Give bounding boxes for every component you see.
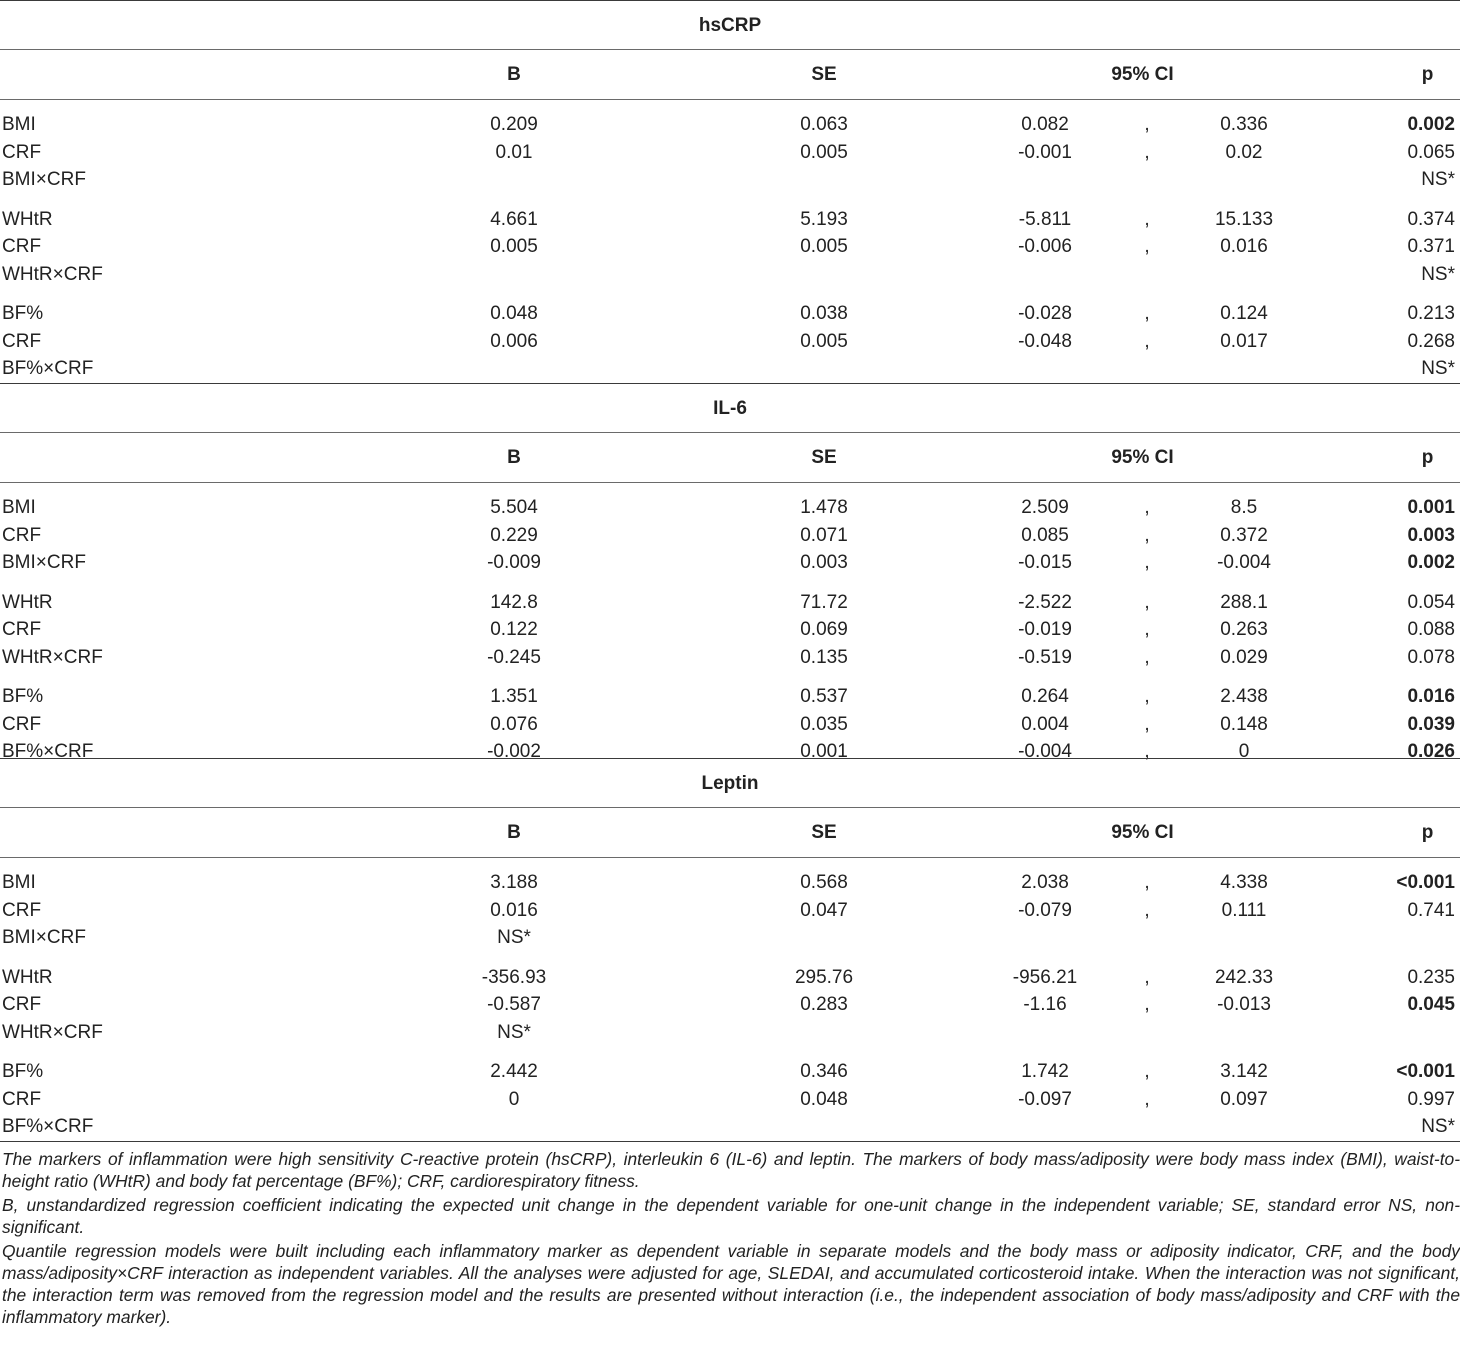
col-header-ci: 95% CI	[1111, 447, 1174, 468]
col-header-p: p	[1421, 447, 1434, 468]
header-rule	[0, 482, 1460, 483]
row-il-6-crf-label: CRF	[2, 713, 42, 735]
table-footnotes	[2, 1148, 1460, 1330]
row-il-6-bf-crf-ci-lower: -0.004	[1018, 741, 1072, 762]
row-hscrp-crf-ci-lower: -0.048	[1018, 330, 1072, 352]
row-hscrp-crf-label: CRF	[2, 236, 42, 257]
row-hscrp-bmi-crf-label: BMI×CRF	[2, 169, 86, 190]
row-leptin-whtr-ci-upper: 242.33	[1214, 966, 1274, 988]
row-il-6-crf-ci-separator: ,	[1144, 524, 1150, 546]
row-leptin-bf-se: 0.346	[800, 1061, 848, 1082]
footnote-abbreviations: The markers of inflammation were high sensitivity C-reactive protein (hsCRP), interleukin 6 (IL-6) and leptin. The markers of body mass/adiposity were body mass index (BMI), waist-to-height ratio (WHtR) and body fat percentage (BF%); CRF, cardiorespiratory fitness.	[2, 1149, 1460, 1191]
row-leptin-bf-ci-separator: ,	[1144, 1061, 1150, 1082]
col-header-b: B	[507, 822, 521, 843]
row-leptin-crf-ci-upper: 0.097	[1220, 1088, 1268, 1110]
col-header-se: SE	[811, 822, 837, 843]
row-il-6-crf-p: 0.003	[1407, 524, 1455, 546]
row-il-6-bmi-crf-p: 0.002	[1407, 552, 1455, 573]
row-il-6-crf-ci-lower: 0.004	[1021, 713, 1069, 735]
row-il-6-bmi-ci-lower: 2.509	[1021, 497, 1069, 518]
row-il-6-crf-b: 0.076	[490, 713, 538, 735]
row-leptin-bmi-se: 0.568	[800, 872, 848, 893]
row-hscrp-crf-se: 0.005	[800, 330, 848, 352]
row-leptin-bmi-crf-b: NS*	[497, 927, 531, 948]
row-il-6-crf-b: 0.122	[490, 619, 538, 640]
row-hscrp-crf-b: 0.005	[490, 236, 538, 257]
row-il-6-bf-ci-lower: 0.264	[1021, 686, 1069, 707]
row-leptin-crf-se: 0.283	[800, 994, 848, 1015]
section-top-rule	[0, 0, 1460, 1]
row-hscrp-whtr-ci-separator: ,	[1144, 208, 1150, 230]
table-bottom-rule	[0, 1141, 1460, 1142]
row-il-6-crf-ci-lower: 0.085	[1021, 524, 1069, 546]
row-hscrp-whtr-ci-lower: -5.811	[1018, 208, 1072, 230]
row-hscrp-bmi-ci-upper: 0.336	[1220, 114, 1268, 135]
row-leptin-crf-ci-upper: 0.111	[1221, 899, 1267, 921]
row-hscrp-bmi-ci-lower: 0.082	[1021, 114, 1069, 135]
row-leptin-crf-b: 0.016	[490, 899, 538, 921]
row-hscrp-bf-label: BF%	[2, 303, 44, 324]
row-il-6-crf-ci-upper: 0.148	[1220, 713, 1268, 735]
row-leptin-whtr-ci-lower: -956.21	[1012, 966, 1078, 988]
row-leptin-bf-b: 2.442	[490, 1061, 538, 1082]
row-hscrp-bmi-ci-separator: ,	[1144, 114, 1150, 135]
row-il-6-crf-p: 0.039	[1407, 713, 1455, 735]
row-hscrp-crf-b: 0.006	[490, 330, 538, 352]
row-il-6-bmi-crf-se: 0.003	[800, 552, 848, 573]
row-il-6-whtr-b: 142.8	[490, 591, 538, 613]
row-leptin-crf-se: 0.048	[800, 1088, 848, 1110]
row-hscrp-bf-crf-label: BF%×CRF	[2, 358, 94, 379]
row-il-6-whtr-crf-label: WHtR×CRF	[2, 646, 103, 668]
row-il-6-whtr-crf-ci-lower: -0.519	[1018, 646, 1072, 668]
row-il-6-bf-crf-p: 0.026	[1407, 741, 1455, 762]
row-leptin-crf-ci-lower: -0.079	[1018, 899, 1072, 921]
row-il-6-whtr-label: WHtR	[2, 591, 53, 613]
row-hscrp-crf-ci-upper: 0.02	[1225, 141, 1263, 163]
row-il-6-whtr-p: 0.054	[1407, 591, 1455, 613]
row-hscrp-crf-label: CRF	[2, 141, 42, 163]
row-hscrp-crf-ci-upper: 0.016	[1220, 236, 1268, 257]
row-hscrp-whtr-p: 0.374	[1407, 208, 1455, 230]
section-top-rule	[0, 383, 1460, 384]
row-hscrp-whtr-crf-label: WHtR×CRF	[2, 263, 103, 285]
row-leptin-bf-crf-p: NS*	[1421, 1116, 1455, 1137]
row-il-6-bf-crf-b: -0.002	[487, 741, 541, 762]
row-hscrp-crf-b: 0.01	[495, 141, 533, 163]
row-hscrp-bmi-b: 0.209	[490, 114, 538, 135]
row-il-6-crf-label: CRF	[2, 524, 42, 546]
row-hscrp-bf-crf-p: NS*	[1421, 358, 1455, 379]
row-leptin-crf-label: CRF	[2, 1088, 42, 1110]
row-il-6-bmi-crf-b: -0.009	[487, 552, 541, 573]
row-il-6-bmi-p: 0.001	[1407, 497, 1455, 518]
row-il-6-whtr-ci-separator: ,	[1144, 591, 1150, 613]
row-leptin-bf-ci-lower: 1.742	[1021, 1061, 1069, 1082]
row-il-6-crf-se: 0.069	[800, 619, 848, 640]
row-leptin-whtr-b: -356.93	[481, 966, 547, 988]
row-hscrp-crf-p: 0.268	[1407, 330, 1455, 352]
row-leptin-bf-crf-label: BF%×CRF	[2, 1116, 94, 1137]
header-rule	[0, 99, 1460, 100]
row-il-6-bmi-crf-label: BMI×CRF	[2, 552, 86, 573]
row-leptin-crf-label: CRF	[2, 994, 42, 1015]
row-il-6-whtr-crf-b: -0.245	[487, 646, 541, 668]
row-hscrp-crf-ci-separator: ,	[1144, 330, 1150, 352]
row-il-6-crf-se: 0.071	[800, 524, 848, 546]
row-il-6-crf-ci-upper: 0.263	[1220, 619, 1268, 640]
row-il-6-bmi-label: BMI	[2, 497, 36, 518]
row-leptin-crf-label: CRF	[2, 899, 42, 921]
row-leptin-whtr-crf-label: WHtR×CRF	[2, 1021, 103, 1043]
row-hscrp-crf-p: 0.371	[1407, 236, 1455, 257]
row-leptin-crf-p: 0.741	[1407, 899, 1455, 921]
section-title-rule	[0, 432, 1460, 433]
row-il-6-crf-ci-separator: ,	[1144, 619, 1150, 640]
row-il-6-bf-crf-ci-separator: ,	[1144, 741, 1150, 762]
col-header-ci: 95% CI	[1111, 64, 1174, 85]
row-hscrp-crf-ci-upper: 0.017	[1220, 330, 1268, 352]
row-leptin-whtr-se: 295.76	[794, 966, 854, 988]
row-leptin-crf-ci-upper: -0.013	[1217, 994, 1271, 1015]
row-hscrp-crf-ci-separator: ,	[1144, 141, 1150, 163]
row-hscrp-whtr-label: WHtR	[2, 208, 53, 230]
row-leptin-crf-b: -0.587	[487, 994, 541, 1015]
col-header-p: p	[1421, 822, 1434, 843]
row-il-6-crf-ci-lower: -0.019	[1018, 619, 1072, 640]
row-leptin-bf-p: <0.001	[1396, 1061, 1455, 1082]
row-leptin-bmi-ci-lower: 2.038	[1021, 872, 1069, 893]
row-hscrp-bmi-crf-p: NS*	[1421, 169, 1455, 190]
row-hscrp-whtr-b: 4.661	[490, 208, 538, 230]
row-il-6-whtr-crf-ci-separator: ,	[1144, 646, 1150, 668]
row-leptin-crf-ci-separator: ,	[1144, 994, 1150, 1015]
section-title-rule	[0, 807, 1460, 808]
row-hscrp-crf-se: 0.005	[800, 236, 848, 257]
row-il-6-bmi-crf-ci-upper: -0.004	[1217, 552, 1271, 573]
col-header-ci: 95% CI	[1111, 822, 1174, 843]
row-leptin-whtr-p: 0.235	[1407, 966, 1455, 988]
row-leptin-crf-se: 0.047	[800, 899, 848, 921]
col-header-p: p	[1421, 64, 1434, 85]
row-il-6-bf-b: 1.351	[490, 686, 538, 707]
row-il-6-bf-crf-ci-upper: 0	[1238, 741, 1250, 762]
row-il-6-whtr-crf-se: 0.135	[800, 646, 848, 668]
col-header-se: SE	[811, 447, 837, 468]
section-title-rule	[0, 49, 1460, 50]
row-hscrp-crf-se: 0.005	[800, 141, 848, 163]
row-il-6-bf-crf-se: 0.001	[800, 741, 848, 762]
row-il-6-whtr-se: 71.72	[800, 591, 848, 613]
row-hscrp-whtr-crf-p: NS*	[1421, 263, 1455, 285]
row-hscrp-crf-p: 0.065	[1407, 141, 1455, 163]
row-il-6-bf-ci-separator: ,	[1144, 686, 1150, 707]
row-hscrp-crf-ci-lower: -0.006	[1018, 236, 1072, 257]
row-il-6-crf-label: CRF	[2, 619, 42, 640]
row-leptin-whtr-label: WHtR	[2, 966, 53, 988]
row-il-6-bf-ci-upper: 2.438	[1220, 686, 1268, 707]
row-il-6-bmi-crf-ci-lower: -0.015	[1018, 552, 1072, 573]
row-il-6-bmi-se: 1.478	[800, 497, 848, 518]
row-leptin-whtr-crf-b: NS*	[497, 1021, 531, 1043]
row-leptin-bmi-ci-upper: 4.338	[1220, 872, 1268, 893]
col-header-se: SE	[811, 64, 837, 85]
row-il-6-crf-p: 0.088	[1407, 619, 1455, 640]
row-hscrp-crf-ci-separator: ,	[1144, 236, 1150, 257]
row-il-6-whtr-ci-upper: 288.1	[1220, 591, 1268, 613]
footnote-methods: Quantile regression models were built including each inflammatory marker as dependent variable in separate models and the body mass or adiposity indicator, CRF, and the body mass/adiposity×CRF interaction as independent variables. All the analyses were adjusted for age, SLEDAI, and accumulated corticosteroid intake. When the interaction was not significant, the interaction term was removed from the regression model and the results are presented without interaction (i.e., the independent association of body mass/adiposity and CRF with the inflammatory marker).	[2, 1241, 1460, 1327]
row-il-6-crf-ci-upper: 0.372	[1220, 524, 1268, 546]
row-hscrp-crf-label: CRF	[2, 330, 42, 352]
row-leptin-bmi-p: <0.001	[1396, 872, 1455, 893]
row-hscrp-whtr-se: 5.193	[800, 208, 848, 230]
row-leptin-bf-ci-upper: 3.142	[1220, 1061, 1268, 1082]
row-il-6-bmi-ci-separator: ,	[1144, 497, 1150, 518]
row-il-6-whtr-crf-ci-upper: 0.029	[1220, 646, 1268, 668]
row-il-6-bf-se: 0.537	[800, 686, 848, 707]
row-leptin-whtr-ci-separator: ,	[1144, 966, 1150, 988]
row-hscrp-bf-p: 0.213	[1407, 303, 1455, 324]
section-title-il-6: IL-6	[713, 398, 747, 419]
row-leptin-crf-ci-lower: -1.16	[1023, 994, 1067, 1015]
row-leptin-bmi-ci-separator: ,	[1144, 872, 1150, 893]
row-il-6-crf-ci-separator: ,	[1144, 713, 1150, 735]
header-rule	[0, 857, 1460, 858]
footnote-definitions: B, unstandardized regression coefficient indicating the expected unit change in the dependent variable for one-unit change in the independent variable; SE, standard error NS, non-significant.	[2, 1195, 1460, 1237]
col-header-b: B	[507, 64, 521, 85]
row-il-6-crf-b: 0.229	[490, 524, 538, 546]
row-il-6-bmi-crf-ci-separator: ,	[1144, 552, 1150, 573]
row-hscrp-bmi-p: 0.002	[1407, 114, 1455, 135]
row-hscrp-whtr-ci-upper: 15.133	[1214, 208, 1274, 230]
row-leptin-crf-b: 0	[508, 1088, 520, 1110]
row-hscrp-bf-se: 0.038	[800, 303, 848, 324]
row-leptin-bf-label: BF%	[2, 1061, 44, 1082]
col-header-b: B	[507, 447, 521, 468]
row-il-6-bf-crf-label: BF%×CRF	[2, 741, 94, 762]
row-leptin-bmi-b: 3.188	[490, 872, 538, 893]
row-hscrp-bf-ci-lower: -0.028	[1018, 303, 1072, 324]
row-leptin-crf-ci-separator: ,	[1144, 1088, 1150, 1110]
section-top-rule	[0, 758, 1460, 759]
row-hscrp-bf-b: 0.048	[490, 303, 538, 324]
row-leptin-crf-p: 0.997	[1407, 1088, 1455, 1110]
row-il-6-whtr-crf-p: 0.078	[1407, 646, 1455, 668]
row-hscrp-bf-ci-upper: 0.124	[1220, 303, 1268, 324]
row-il-6-bf-p: 0.016	[1407, 686, 1455, 707]
row-il-6-bf-label: BF%	[2, 686, 44, 707]
row-leptin-crf-ci-separator: ,	[1144, 899, 1150, 921]
section-title-leptin: Leptin	[701, 773, 759, 794]
row-leptin-bmi-label: BMI	[2, 872, 36, 893]
row-hscrp-bf-ci-separator: ,	[1144, 303, 1150, 324]
row-leptin-bmi-crf-label: BMI×CRF	[2, 927, 86, 948]
row-leptin-crf-p: 0.045	[1407, 994, 1455, 1015]
row-il-6-bmi-ci-upper: 8.5	[1230, 497, 1258, 518]
row-leptin-crf-ci-lower: -0.097	[1018, 1088, 1072, 1110]
section-title-hscrp: hsCRP	[698, 15, 762, 36]
row-hscrp-bmi-se: 0.063	[800, 114, 848, 135]
row-il-6-whtr-ci-lower: -2.522	[1018, 591, 1072, 613]
row-il-6-crf-se: 0.035	[800, 713, 848, 735]
row-hscrp-crf-ci-lower: -0.001	[1018, 141, 1072, 163]
row-hscrp-bmi-label: BMI	[2, 114, 36, 135]
row-il-6-bmi-b: 5.504	[490, 497, 538, 518]
